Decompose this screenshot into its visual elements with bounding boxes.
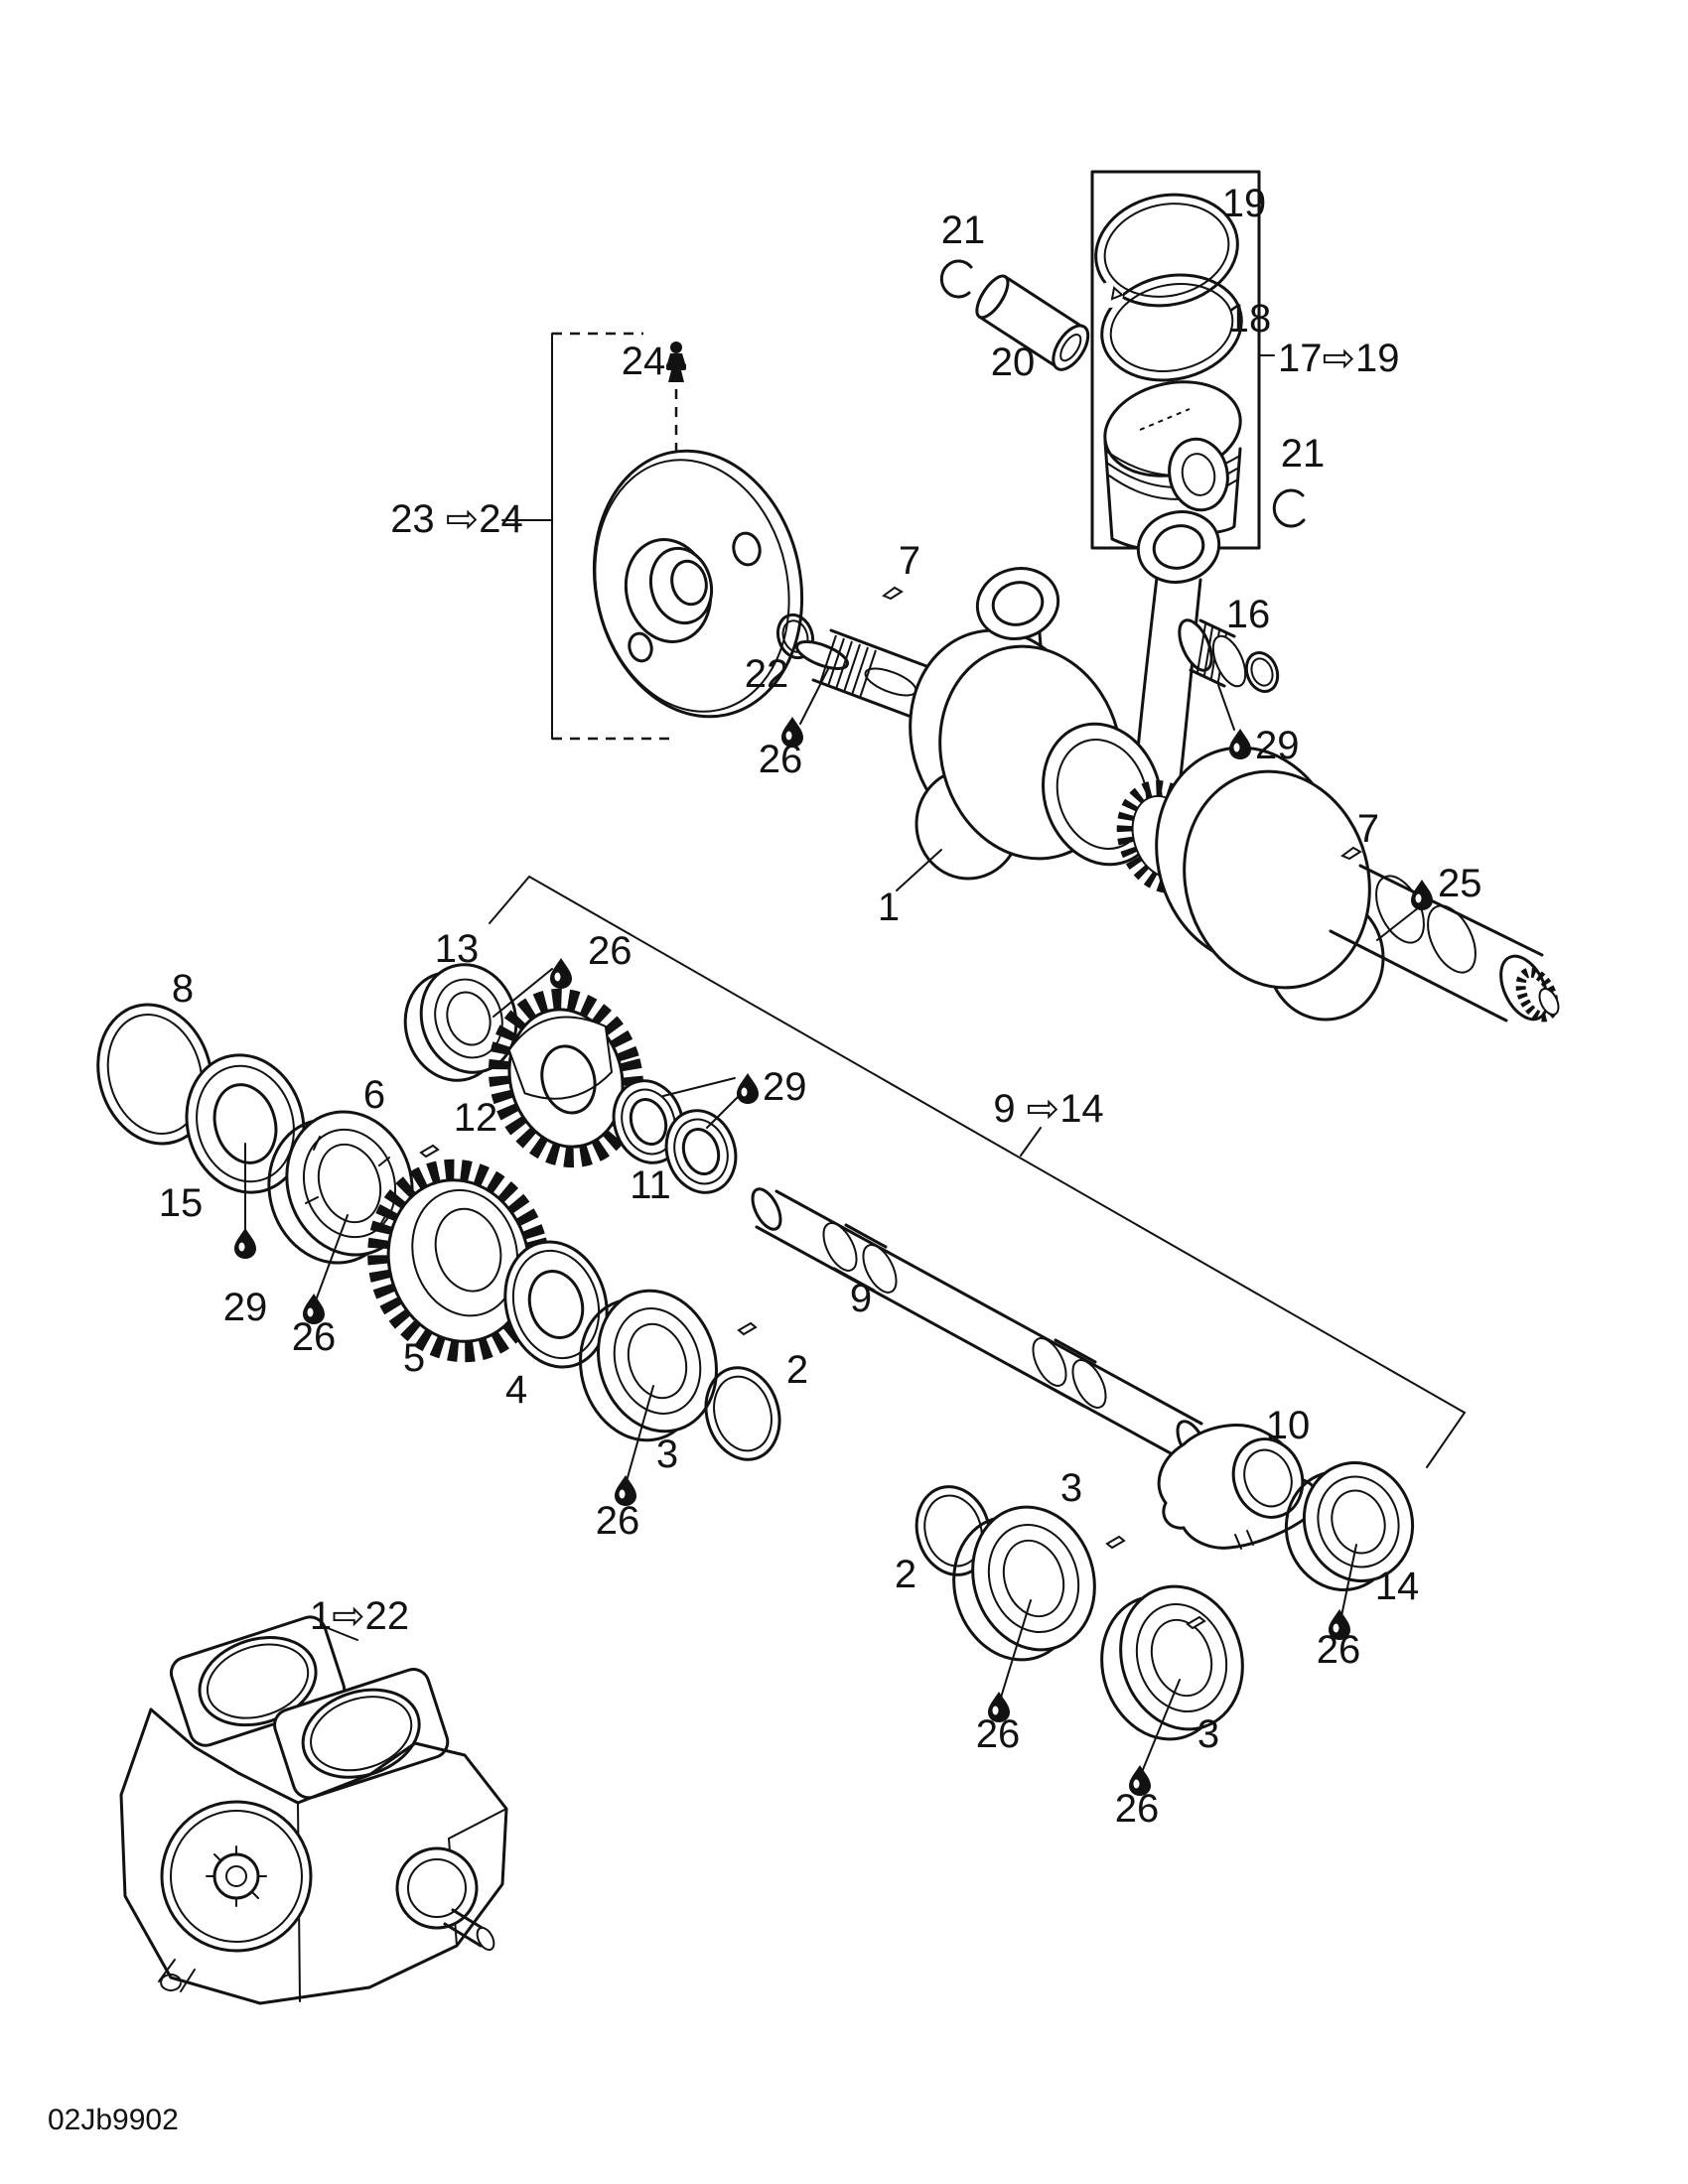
gear-train <box>82 952 790 1506</box>
callout-22: 22 <box>744 652 789 696</box>
callout-25: 25 <box>1438 862 1482 905</box>
woodruff-key-icon <box>884 588 902 599</box>
callout-9: 9 <box>849 1277 873 1320</box>
callout-group-shaft: 9 ⇨14 <box>993 1087 1104 1131</box>
callout-26f: 26 <box>1114 1787 1160 1831</box>
shaft-collar <box>1027 1333 1113 1413</box>
callout-13: 13 <box>434 927 480 971</box>
oil-drop-icon <box>1229 729 1251 759</box>
callout-26a: 26 <box>758 738 803 781</box>
circlip-top <box>941 261 971 297</box>
callout-7b: 7 <box>1356 807 1380 851</box>
oil-seals-11 <box>604 1072 747 1202</box>
callout-3b: 3 <box>1059 1466 1083 1510</box>
callout-21: 21 <box>940 208 986 252</box>
callout-26g: 26 <box>1316 1628 1361 1672</box>
oil-drop-icon <box>550 958 572 989</box>
callout-24: 24 <box>621 340 666 383</box>
callout-group-pulley: 23 ⇨24 <box>390 497 523 541</box>
key-icon <box>421 1146 438 1157</box>
connecting-rod-small-end-right <box>1130 503 1226 592</box>
callout-26b: 26 <box>291 1315 337 1359</box>
callout-2a: 2 <box>785 1348 809 1392</box>
callout-21b: 21 <box>1280 432 1326 476</box>
oil-drop-icon <box>234 1228 256 1259</box>
callout-18: 18 <box>1226 297 1272 341</box>
callout-14: 14 <box>1374 1565 1420 1608</box>
callout-8: 8 <box>171 967 195 1011</box>
callout-20: 20 <box>990 341 1036 384</box>
circlip-right <box>1274 490 1304 526</box>
callout-3c: 3 <box>1196 1712 1220 1756</box>
callout-29b: 29 <box>222 1286 268 1329</box>
ball-bearing-3-right <box>1083 1570 1260 1755</box>
callout-2b: 2 <box>894 1553 917 1596</box>
ball-bearing-3-middle <box>935 1491 1112 1676</box>
callout-29a: 29 <box>1255 724 1300 767</box>
callout-12: 12 <box>453 1096 498 1140</box>
oil-drop-icon <box>737 1073 759 1104</box>
callout-11: 11 <box>630 1163 671 1207</box>
callout-26c: 26 <box>588 929 633 973</box>
callout-6: 6 <box>362 1073 386 1117</box>
callout-group-engine: 1⇨22 <box>309 1594 410 1638</box>
callout-3a: 3 <box>655 1433 679 1476</box>
sheet-code: 02Jb9902 <box>48 2104 179 2136</box>
callout-16: 16 <box>1225 593 1271 636</box>
callout-19: 19 <box>1221 182 1267 225</box>
callout-5: 5 <box>402 1336 426 1380</box>
callout-group-piston: 17⇨19 <box>1278 337 1400 380</box>
grease-fitting-icon <box>666 341 686 459</box>
engine-block <box>121 1613 506 2003</box>
callout-15: 15 <box>158 1181 204 1225</box>
callout-4: 4 <box>504 1368 528 1412</box>
callout-26d: 26 <box>595 1499 640 1543</box>
oil-drop-icon <box>1411 880 1433 910</box>
callout-10: 10 <box>1265 1404 1311 1447</box>
callout-26e: 26 <box>975 1712 1021 1756</box>
key-icon <box>739 1323 756 1334</box>
callout-29c: 29 <box>763 1065 807 1109</box>
callout-7a: 7 <box>898 539 921 583</box>
key-icon <box>1107 1537 1124 1548</box>
callout-1: 1 <box>877 886 901 929</box>
